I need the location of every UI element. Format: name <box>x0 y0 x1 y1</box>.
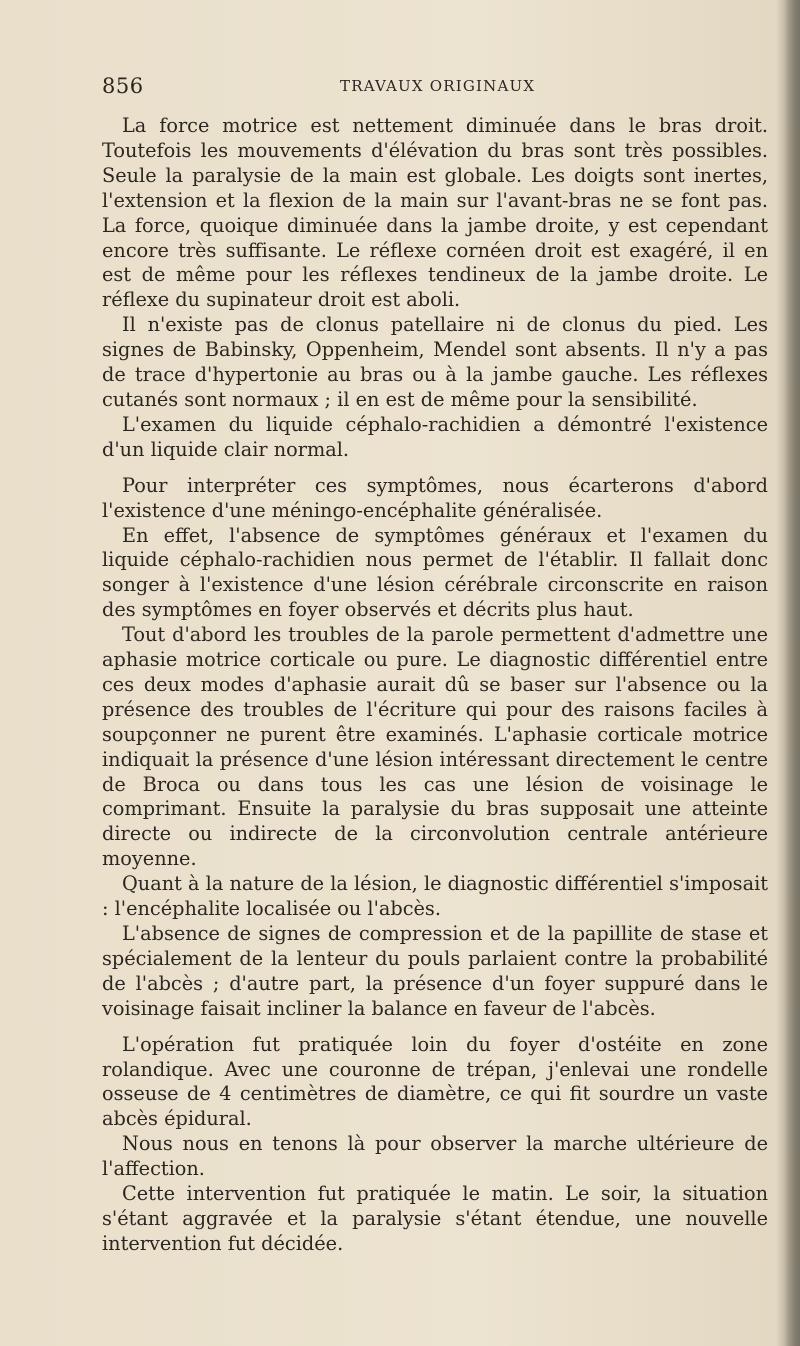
paragraph-clonus: Il n'existe pas de clonus patellaire ni de clonus du pied. Les signes de Babinsky, Oppenheim, Mendel sont absents. Il n'y a pas de trace d'hypertonie au bras ou à la jambe gauche. Les réflexes cutanés sont normaux ; il en est de même pour la sensibilité. <box>102 313 768 411</box>
paragraph-aphasia: Tout d'abord les troubles de la parole permettent d'admettre une aphasie motrice corticale ou pure. Le diagnostic différentiel entre ces deux modes d'aphasie aurait dû se baser sur l'absence ou la présence des troubles de l'écriture qui pour des raisons faciles à soupçonner ne purent être examinés. L'aphasie corticale motrice indiquait la présence d'une lésion intéressant directement le centre de Broca ou dans tous les cas une lésion de voisinage le comprimant. Ensuite la paralysie du bras supposait une atteinte directe ou indirecte de la circonvolution centrale antérieure moyenne. <box>102 623 768 871</box>
paragraph-motor-force: La force motrice est nettement diminuée dans le bras droit. Toutefois les mouvements d'élévation du bras sont très possibles. Seule la paralysie de la main est globale. Les doigts sont inertes, l'extension et la flexion de la main sur l'avant-bras ne se font pas. La force, quoique diminuée dans la jambe droite, y est cependant encore très suffisante. Le réflexe cornéen droit est exagéré, il en est de même pour les réflexes tendineux de la jambe droite. Le réflexe du supinateur droit est aboli. <box>102 114 768 312</box>
page-header <box>102 74 768 104</box>
paragraph-csf-exam: L'examen du liquide céphalo-rachidien a démontré l'existence d'un liquide clair normal. <box>102 412 768 461</box>
page-edge-shadow <box>784 0 800 1346</box>
paragraph-interpretation: Pour interpréter ces symptômes, nous écarterons d'abord l'existence d'une méningo-encéphalite généralisée. <box>102 473 768 522</box>
paragraph-abscess: L'absence de signes de compression et de la papillite de stase et spécialement de la lenteur du pouls parlaient contre la probabilité de l'abcès ; d'autre part, la présence d'un foyer suppuré dans le voisinage faisait incliner la balance en faveur de l'abcès. <box>102 922 768 1020</box>
paragraph-operation: L'opération fut pratiquée loin du foyer d'ostéite en zone rolandique. Avec une couronne de trépan, j'enlevai une rondelle osseuse de 4 centimètres de diamètre, ce qui fit sourdre un vaste abcès épidural. <box>102 1032 768 1131</box>
running-title: TRAVAUX ORIGINAUX <box>340 77 536 95</box>
paragraph-intervention: Cette intervention fut pratiquée le matin. Le soir, la situation s'étant aggravée et la paralysie s'étant étendue, une nouvelle intervention fut décidée. <box>102 1182 768 1255</box>
paragraph-observation: Nous nous en tenons là pour observer la marche ultérieure de l'affection. <box>102 1132 768 1181</box>
body-text <box>102 114 768 1257</box>
page-number: 856 <box>102 74 144 98</box>
paragraph-lesion-nature: Quant à la nature de la lésion, le diagnostic différentiel s'imposait : l'encéphalite localisée ou l'abcès. <box>102 872 768 921</box>
paragraph-in-effect: En effet, l'absence de symptômes généraux et l'examen du liquide céphalo-rachidien nous permet de l'établir. Il fallait donc songer à l'existence d'une lésion cérébrale circonscrite en raison des symptômes en foyer observés et décrits plus haut. <box>102 523 768 622</box>
